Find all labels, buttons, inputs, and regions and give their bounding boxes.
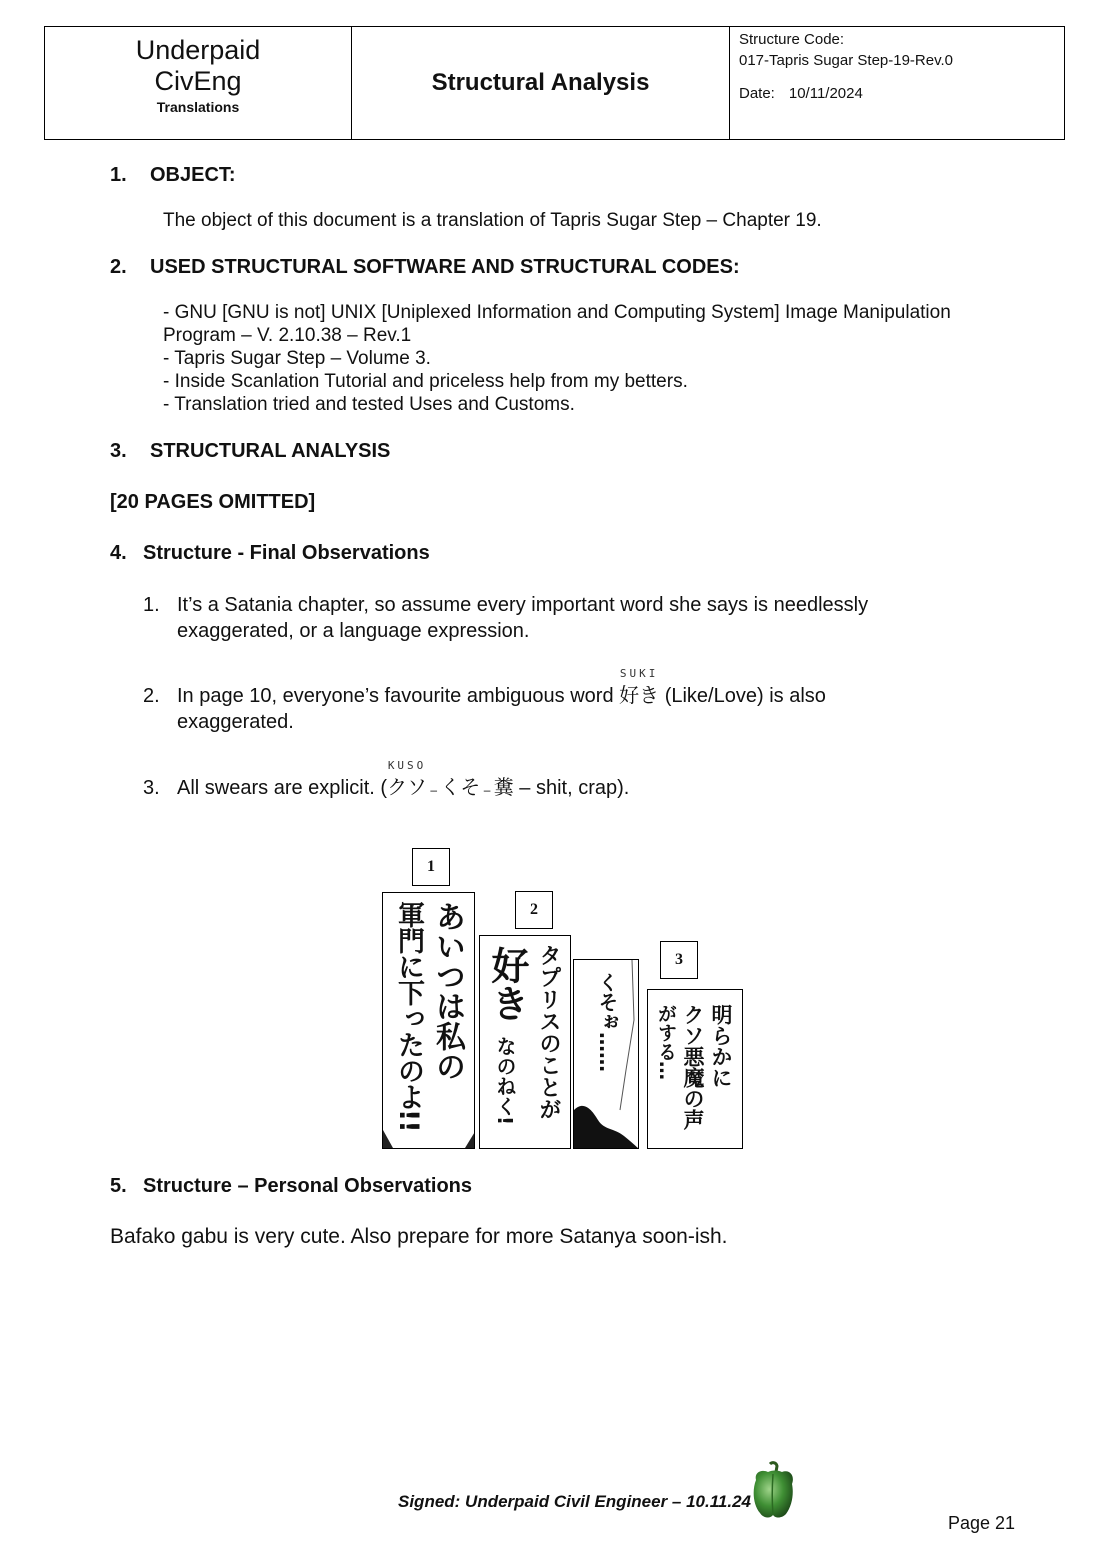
ruby-base: クソ [387, 777, 428, 799]
signature: Signed: Underpaid Civil Engineer – 10.11.24 [398, 1492, 752, 1511]
observation-line: It’s a Satania chapter, so assume every important word she says is needlessly [177, 594, 869, 616]
section-number: 3. [110, 440, 127, 462]
structure-code-label: Structure Code: [739, 31, 845, 48]
section-5-heading [110, 1175, 472, 1198]
omitted-pages-note: [20 PAGES OMITTED] [110, 491, 316, 513]
observation-text: – shit, crap). [513, 777, 630, 799]
panel-text-column: くそぉ…… [595, 972, 619, 1072]
panel-text-column: タプリスのことが [536, 944, 561, 1120]
panel-text-column: あいつは私の [430, 901, 465, 1081]
panel-corner-decoration [383, 1130, 475, 1149]
section-3-heading [110, 440, 390, 463]
green-pepper-icon [748, 1460, 798, 1520]
observation-line [177, 667, 1003, 709]
structure-code-value: 017-Tapris Sugar Step-19-Rev.0 [739, 52, 953, 69]
ruby-base: 好き [619, 685, 660, 707]
speech-panel-3 [573, 959, 639, 1149]
figure-label-1: 1 [412, 848, 450, 886]
section-title: Structure - Final Observations [143, 542, 430, 564]
section-number: 2. [110, 256, 127, 278]
section-number: 5. [110, 1175, 127, 1197]
observation-number: 2. [143, 685, 160, 707]
title-cell [352, 27, 730, 139]
observation-3 [143, 759, 1003, 803]
software-list [163, 301, 1043, 416]
section-title: Structure – Personal Observations [143, 1175, 473, 1197]
kana-word: くそ [440, 777, 481, 799]
section-1-heading [110, 164, 236, 187]
org-name-line3: Translations [156, 99, 240, 115]
figure-label-2: 2 [515, 891, 553, 929]
panel-text-column: 軍門に下ったのよ!! [393, 901, 424, 1132]
observation-text: All swears are explicit. ( [177, 777, 388, 799]
manga-text-figure [380, 845, 750, 1155]
panel-text-column: がする… [655, 1004, 677, 1080]
panel-text-emphasis: 好き [485, 946, 529, 1022]
observation-number: 3. [143, 777, 160, 799]
organization-cell [45, 27, 352, 139]
figure-label-3: 3 [660, 941, 698, 979]
document-header [44, 26, 1065, 140]
panel-text-column: なのねく! [493, 1036, 517, 1126]
character-silhouette [574, 960, 639, 1149]
org-name-line1: Underpaid [135, 35, 261, 65]
observation-text: (Like/Love) is also [659, 685, 826, 707]
ruby-reading: KUSO [387, 759, 427, 772]
kanji-word: 糞 [493, 777, 514, 799]
observation-line: exaggerated. [177, 711, 294, 733]
date-label: Date: [739, 85, 775, 102]
list-item: - Translation tried and tested Uses and Customs. [163, 394, 575, 415]
section-number: 1. [110, 164, 127, 186]
section-number: 4. [110, 542, 127, 564]
observation-1 [143, 592, 1003, 644]
section-title: OBJECT: [150, 164, 236, 186]
observation-line: exaggerated, or a language expression. [177, 620, 530, 642]
date-value: 10/11/2024 [788, 85, 863, 102]
observation-number: 1. [143, 594, 160, 616]
observation-text: In page 10, everyone’s favourite ambiguous word [177, 685, 620, 707]
speech-panel-4 [647, 989, 743, 1149]
section-1-text: The object of this document is a translation of Tapris Sugar Step – Chapter 19. [163, 210, 822, 231]
section-2-heading [110, 256, 740, 279]
section-5-text: Bafako gabu is very cute. Also prepare for more Satanya soon-ish. [110, 1225, 728, 1248]
speech-panel-2 [479, 935, 571, 1149]
meta-cell [730, 27, 1064, 139]
org-name-line2: CivEng [154, 66, 242, 96]
dash: – [427, 783, 441, 797]
list-item: - GNU [GNU is not] UNIX [Uniplexed Information and Computing System] Image Manipulation [163, 302, 951, 323]
document-title: Structural Analysis [431, 69, 650, 96]
section-title: STRUCTURAL ANALYSIS [150, 440, 391, 462]
observation-2 [143, 667, 1003, 735]
list-item: - Tapris Sugar Step – Volume 3. [163, 348, 431, 369]
panel-text-column: 明らかに [709, 1004, 733, 1088]
date-row [739, 83, 1055, 104]
panel-text-column: クソ悪魔の声 [681, 1004, 705, 1130]
ruby-word [619, 667, 660, 709]
dash: – [480, 783, 494, 797]
ruby-word [387, 759, 428, 801]
section-title: USED STRUCTURAL SOFTWARE AND STRUCTURAL CODES: [150, 256, 740, 278]
ruby-reading: SUKI [619, 667, 659, 680]
page-number: Page 21 [948, 1513, 1016, 1533]
list-item: Program – V. 2.10.38 – Rev.1 [163, 325, 412, 346]
list-item: - Inside Scanlation Tutorial and priceless help from my betters. [163, 371, 688, 392]
section-4-heading [110, 542, 430, 565]
speech-panel-1 [382, 892, 475, 1149]
